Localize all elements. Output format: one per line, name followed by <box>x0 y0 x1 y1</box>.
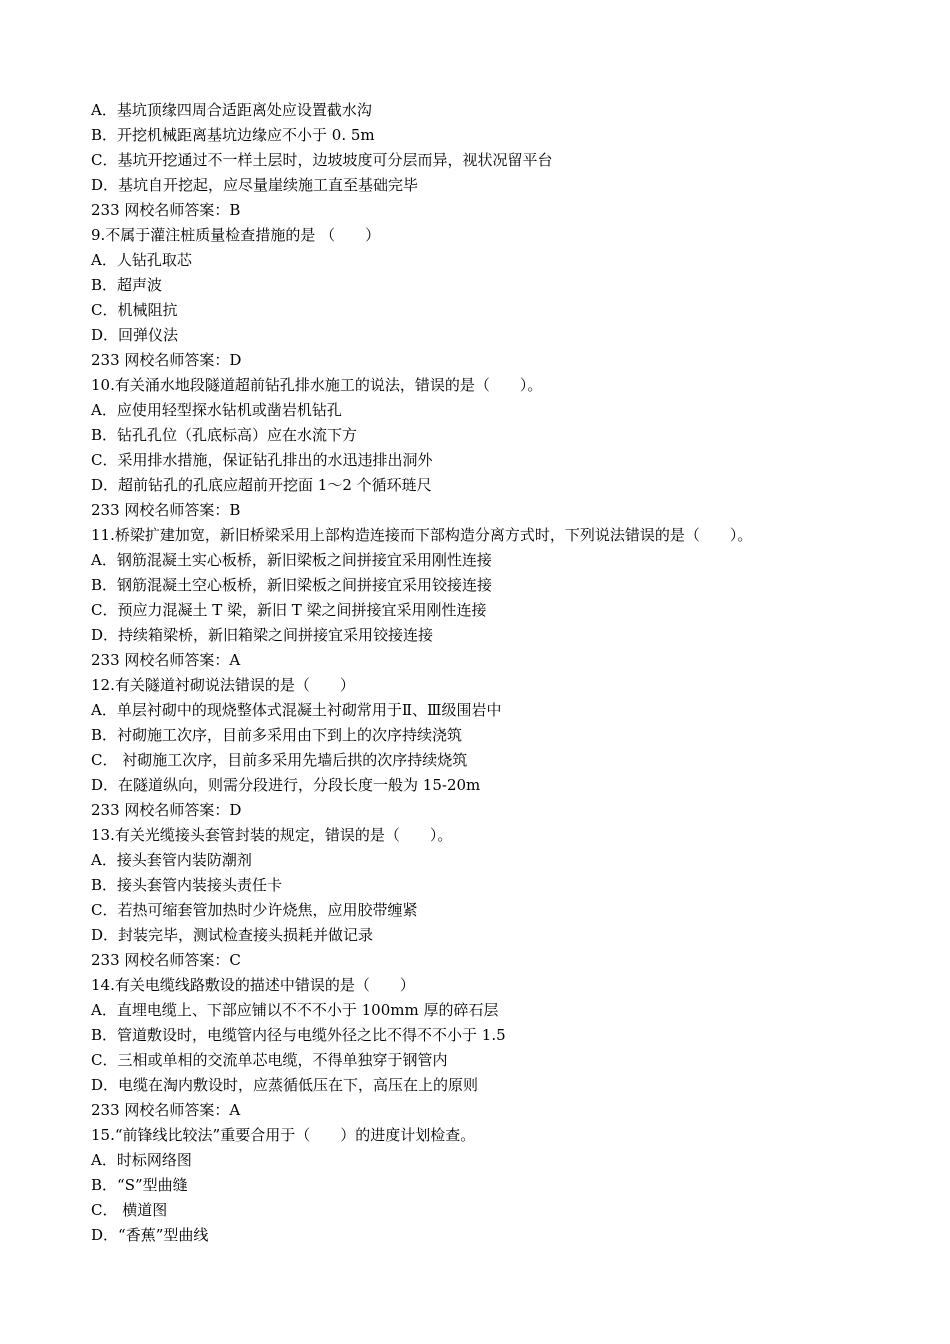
option-a: A．基坑顶缘四周合适距离处应设置截水沟 <box>91 101 372 119</box>
option-b: B．“S”型曲缝 <box>91 1176 188 1194</box>
option-b: B．管道敷设时，电缆管内径与电缆外径之比不得不不小于 1.5 <box>91 1026 506 1044</box>
option-a: A．钢筋混凝土实心板桥，新旧梁板之间拼接宜采用刚性连接 <box>91 551 492 569</box>
option-a: A．应使用轻型探水钻机或凿岩机钻孔 <box>91 401 342 419</box>
option-c: C．机械阻抗 <box>91 301 178 319</box>
option-d: D．持续箱梁桥，新旧箱梁之间拼接宜采用铰接连接 <box>91 626 434 644</box>
question-13: 13.有关光缆接头套管封装的规定，错误的是（ ）。 <box>91 826 453 844</box>
option-d: D．在隧道纵向，则需分段进行，分段长度一般为 15-20m <box>91 776 481 794</box>
answer: 233 网校名师答案：C <box>91 951 241 969</box>
answer: 233 网校名师答案：B <box>91 201 241 219</box>
option-b: B．超声波 <box>91 276 163 294</box>
question-15: 15.“前锋线比较法”重要合用于（ ）的进度计划检查。 <box>91 1126 476 1144</box>
option-a: A．接头套管内装防潮剂 <box>91 851 252 869</box>
option-a: A．时标网络图 <box>91 1151 192 1169</box>
answer: 233 网校名师答案：B <box>91 501 241 519</box>
option-d: D．超前钻孔的孔底应超前开挖面 1～2 个循环琏尺 <box>91 476 432 494</box>
question-14: 14.有关电缆线路敷设的描述中错误的是（ ） <box>91 976 415 994</box>
option-c: C．若热可缩套管加热时少许烧焦，应用胶带缠紧 <box>91 901 418 919</box>
question-10: 10.有关涌水地段隧道超前钻孔排水施工的说法，错误的是（ ）。 <box>91 376 543 394</box>
option-a: A．单层衬砌中的现烧整体式混凝土衬砌常用于Ⅱ、Ⅲ级围岩中 <box>91 701 502 719</box>
question-12: 12.有关隧道衬砌说法错误的是（ ） <box>91 676 355 694</box>
option-b: B．钢筋混凝土空心板桥，新旧梁板之间拼接宜采用铰接连接 <box>91 576 493 594</box>
option-a: A．直埋电缆上、下部应铺以不不不小于 100mm 厚的碎石层 <box>91 1001 499 1019</box>
option-d: D．电缆在淘内敷设时，应蒸循低压在下，高压在上的原则 <box>91 1076 479 1094</box>
option-c: C．预应力混凝土 T 梁，新旧 T 梁之间拼接宜采用刚性连接 <box>91 601 487 619</box>
option-c: C． 横道图 <box>91 1201 168 1219</box>
option-d: D．回弹仪法 <box>91 326 179 344</box>
document-page <box>91 98 891 1248</box>
option-b: B．钻孔孔位（孔底标高）应在水流下方 <box>91 426 358 444</box>
option-b: B．接头套管内装接头责任卡 <box>91 876 283 894</box>
option-d: D．封装完毕，测试检查接头损耗并做记录 <box>91 926 374 944</box>
option-b: B．开挖机械距离基坑边缘应不小于 0. 5m <box>91 126 375 144</box>
option-c: C．基坑开挖通过不一样土层时，边坡坡度可分层而异，视状况留平台 <box>91 151 553 169</box>
option-c: C．三相或单相的交流单芯电缆，不得单独穿于钢管内 <box>91 1051 448 1069</box>
option-a: A．人钻孔取芯 <box>91 251 192 269</box>
answer: 233 网校名师答案：A <box>91 651 241 669</box>
answer: 233 网校名师答案：D <box>91 351 242 369</box>
answer: 233 网校名师答案：A <box>91 1101 241 1119</box>
option-c: C．采用排水措施，保证钻孔排出的水迅违排出洞外 <box>91 451 433 469</box>
answer: 233 网校名师答案：D <box>91 801 242 819</box>
question-9: 9.不属于灌注桩质量检查措施的是 （ ） <box>91 226 381 244</box>
question-11: 11.桥梁扩建加宽，新旧桥梁采用上部构造连接而下部构造分离方式时，下列说法错误的是（ ）。 <box>91 526 753 544</box>
option-b: B．衬砌施工次序，目前多采用由下到上的次序持续浇筑 <box>91 726 463 744</box>
option-d: D．“香蕉”型曲线 <box>91 1226 209 1244</box>
option-d: D．基坑自开挖起，应尽量崖续施工直至基础完毕 <box>91 176 419 194</box>
option-c: C． 衬砌施工次序，目前多采用先墙后拱的次序持续烧筑 <box>91 751 468 769</box>
